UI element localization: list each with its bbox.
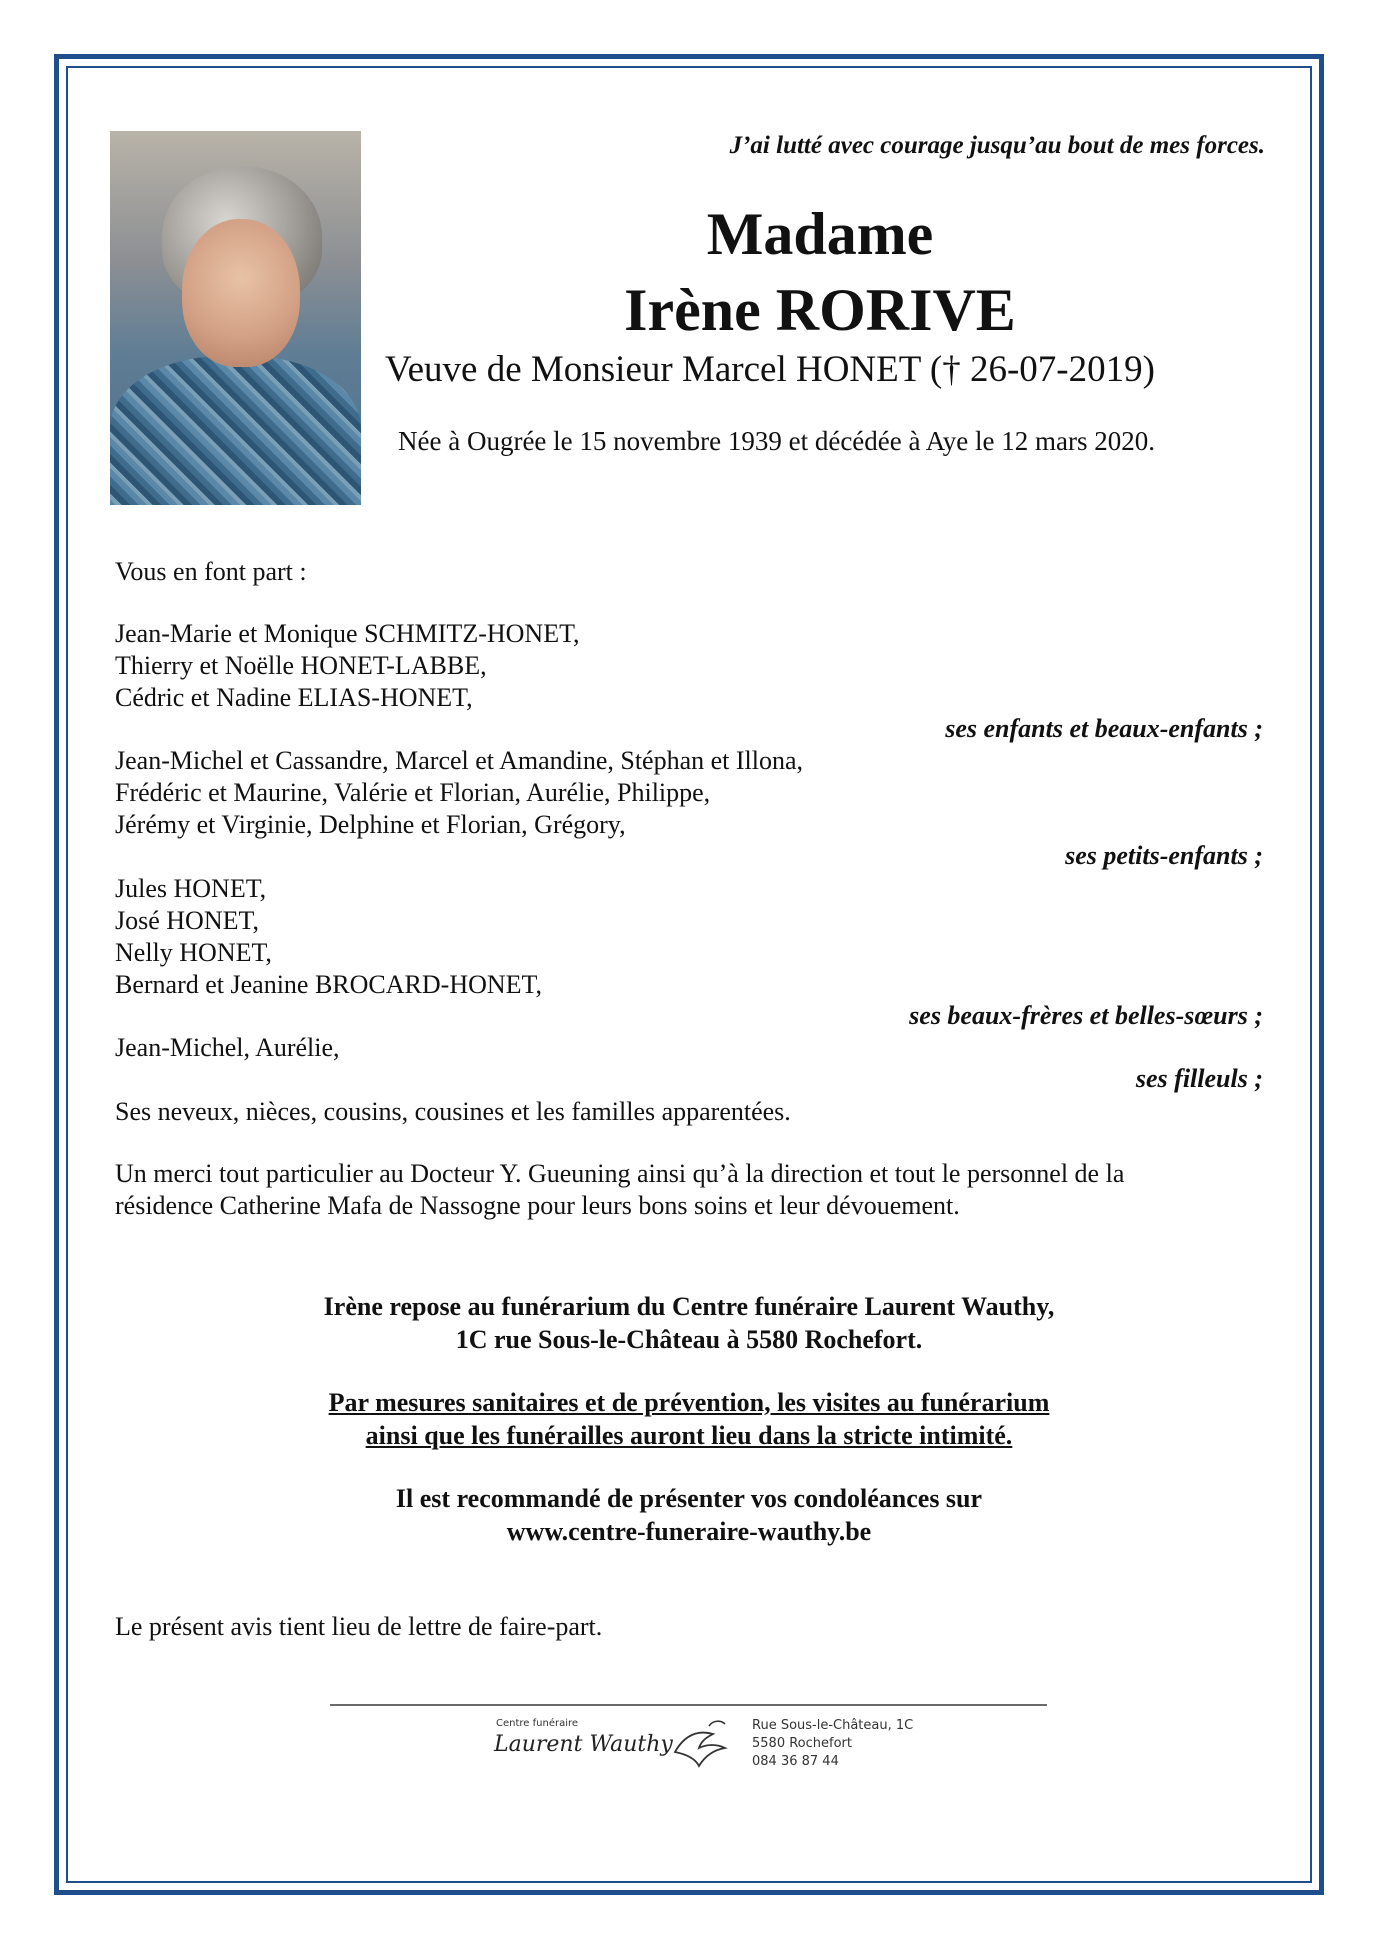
- list-item: Jean-Michel et Cassandre, Marcel et Amandine, Stéphan et Illona,: [115, 746, 804, 775]
- epitaph-quote: J’ai lutté avec courage jusqu’au bout de mes forces.: [729, 132, 1265, 159]
- repose-line: 1C rue Sous-le-Château à 5580 Rochefort.: [455, 1325, 923, 1354]
- list-item: Jean-Marie et Monique SCHMITZ-HONET,: [115, 619, 580, 648]
- logo-name: Laurent Wauthy: [494, 1732, 673, 1757]
- godchildren-text: Jean-Michel, Aurélie,: [115, 1033, 340, 1062]
- sanitary-notice-line: Par mesures sanitaires et de prévention, les visites au funérarium: [328, 1388, 1050, 1417]
- condolences-link[interactable]: www.centre-funeraire-wauthy.be: [506, 1517, 872, 1546]
- list-item: Bernard et Jeanine BROCARD-HONET,: [115, 970, 542, 999]
- logo-address-line: Rue Sous-le-Château, 1C: [752, 1718, 914, 1733]
- thanks-line: Un merci tout particulier au Docteur Y. Gueuning ainsi qu’à la direction et tout le personnel de la: [115, 1159, 1125, 1188]
- title-name: Irène RORIVE: [624, 277, 1016, 343]
- funeral-home-logo: [490, 1712, 930, 1794]
- dove-icon: [665, 1714, 735, 1774]
- list-item: Jérémy et Virginie, Delphine et Florian, Grégory,: [115, 810, 626, 839]
- portrait-photo: [110, 131, 361, 505]
- widow-line: Veuve de Monsieur Marcel HONET († 26-07-2019): [385, 349, 1155, 390]
- children-label: ses enfants et beaux-enfants ;: [945, 714, 1263, 743]
- relatives-text: Ses neveux, nièces, cousins, cousines et les familles apparentées.: [115, 1097, 791, 1126]
- repose-line: Irène repose au funérarium du Centre funéraire Laurent Wauthy,: [323, 1292, 1055, 1321]
- list-item: Jules HONET,: [115, 874, 267, 903]
- intro-text: Vous en font part :: [115, 557, 307, 586]
- logo-address-line: 5580 Rochefort: [752, 1736, 852, 1751]
- inlaws-label: ses beaux-frères et belles-sœurs ;: [909, 1001, 1263, 1030]
- list-item: Thierry et Noëlle HONET-LABBE,: [115, 651, 487, 680]
- grandchildren-label: ses petits-enfants ;: [1065, 841, 1263, 870]
- condolences-line: Il est recommandé de présenter vos condoléances sur: [395, 1484, 983, 1513]
- logo-phone: 084 36 87 44: [752, 1754, 839, 1769]
- logo-caption: Centre funéraire: [496, 1718, 579, 1729]
- thanks-line: résidence Catherine Mafa de Nassogne pour leurs bons soins et leur dévouement.: [115, 1191, 960, 1220]
- title-salutation: Madame: [706, 201, 934, 267]
- closing-text: Le présent avis tient lieu de lettre de faire-part.: [115, 1612, 603, 1641]
- list-item: Frédéric et Maurine, Valérie et Florian, Aurélie, Philippe,: [115, 778, 711, 807]
- footer-divider: [330, 1704, 1047, 1706]
- sanitary-notice-line: ainsi que les funérailles auront lieu dans la stricte intimité.: [365, 1421, 1013, 1450]
- birth-death-line: Née à Ougrée le 15 novembre 1939 et décédée à Aye le 12 mars 2020.: [398, 426, 1155, 456]
- list-item: Cédric et Nadine ELIAS-HONET,: [115, 683, 473, 712]
- list-item: José HONET,: [115, 906, 259, 935]
- godchildren-label: ses filleuls ;: [1135, 1064, 1263, 1093]
- list-item: Nelly HONET,: [115, 938, 272, 967]
